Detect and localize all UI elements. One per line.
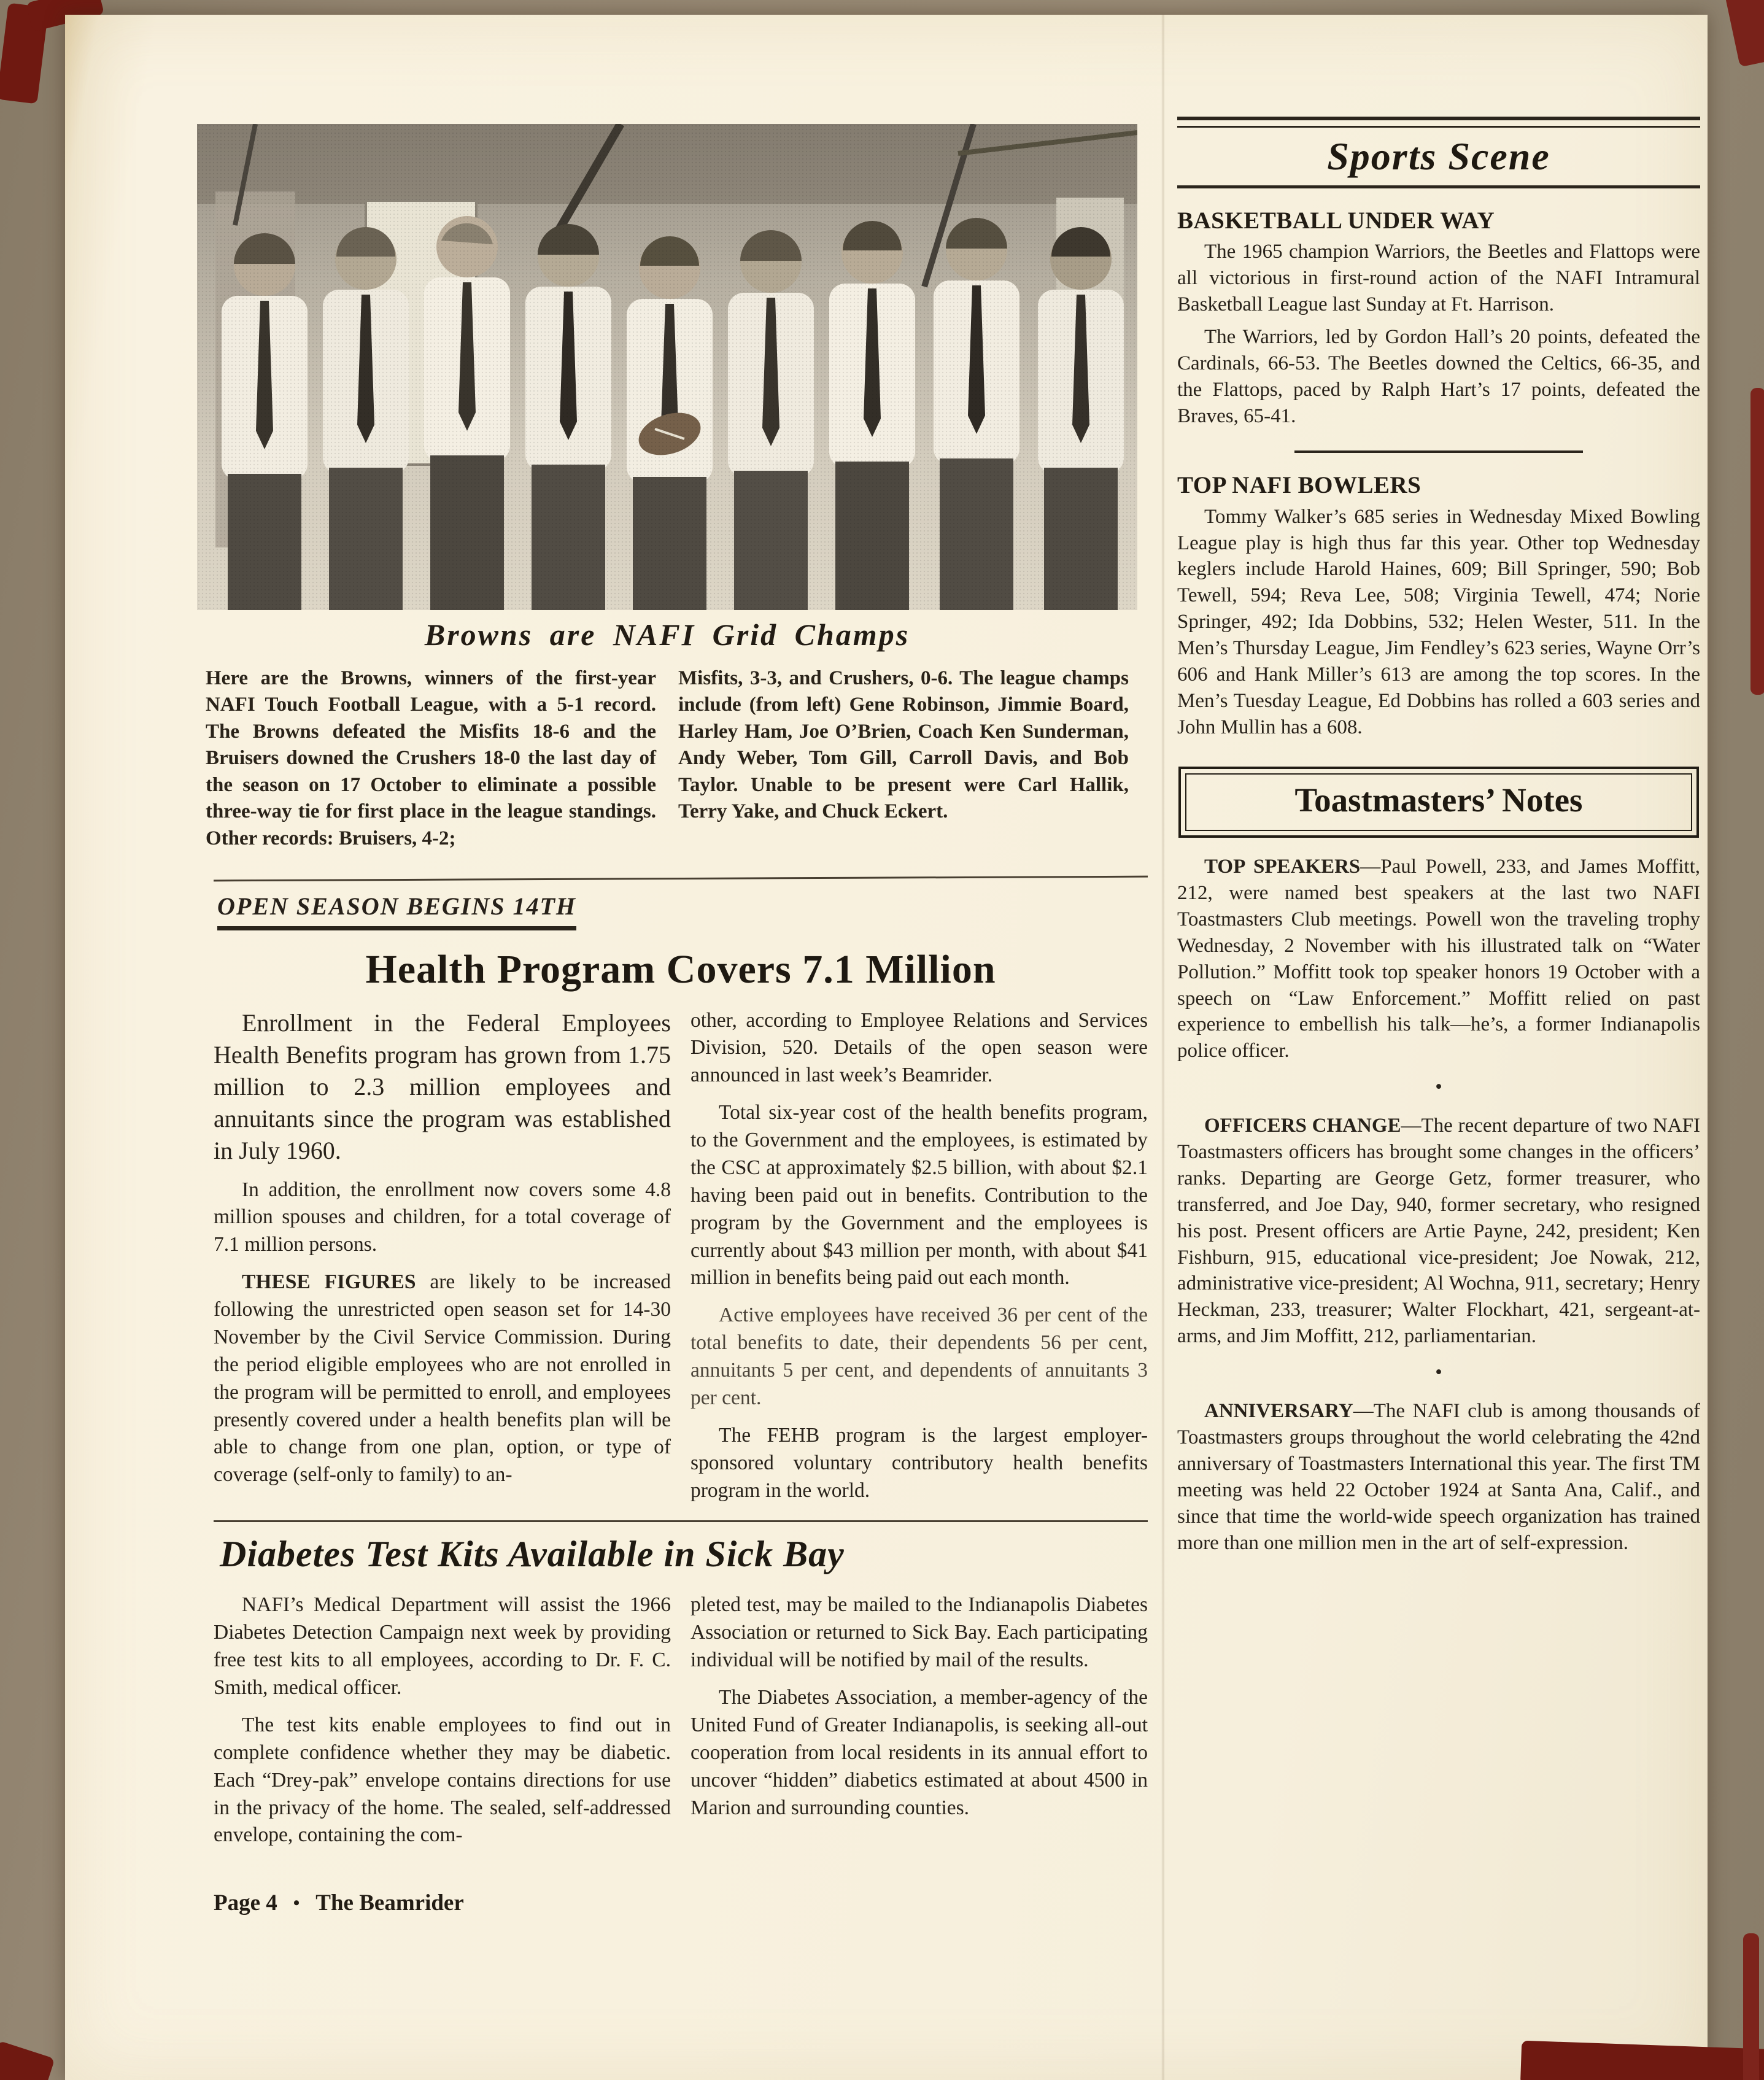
paragraph: Total six-year cost of the health benefits program, to the Government and the employees, is estimated by the CSC at approximately $2.5 billion, with about $2.1 having been paid out in benefits. Contribution to the program by the Government and the employees is currently about $43 million per month, with about $41 million in benefits being paid out each month. xyxy=(691,1101,1148,1289)
paragraph-lead-in: OFFICERS CHANGE xyxy=(1204,1115,1401,1137)
section-bullet-icon: • xyxy=(1435,1076,1442,1099)
paragraph: The 1965 champion Warriors, the Beetles and Flattops were all victorious in first-round action of the NAFI Intramural Basketball League last Sunday at Ft. Harrison. xyxy=(1177,241,1700,316)
section-bullet-icon: • xyxy=(1435,1361,1442,1384)
photo-caption xyxy=(197,665,1137,852)
paragraph: The Diabetes Association, a member-agency of the United Fund of Greater Indianapolis, is seeking all-out cooperation from local residents in its annual effort to uncover “hidden” diabetics estimated at about 4500 in Marion and surrounding counties. xyxy=(691,1686,1148,1819)
footer-bullet-icon: • xyxy=(293,1892,300,1913)
double-rule xyxy=(1177,117,1700,128)
paragraph: Enrollment in the Federal Employees Health Benefits program has grown from 1.75 million to 2.3 million employees and annuitants since the program was established in July 1960. xyxy=(214,1008,671,1164)
health-article-columns xyxy=(214,1007,1148,1515)
paragraph-text: —The NAFI club is among thousands of Toastmasters groups throughout the world celebrating the 42nd anniversary of Toastmasters International this year. The first TM meeting was held 22 October 1924 at Santa Ana, Calif., and since that time the world-wide speech organization has trained more than one million men in the art of self-expression. xyxy=(1177,1400,1700,1554)
maroon-edge-mark xyxy=(0,2041,55,2080)
maroon-edge-mark xyxy=(1520,2041,1764,2080)
paragraph: Active employees have received 36 per cent of the total benefits to date, their dependents 56 per cent, annuitants 5 per cent, and dependents of annuitants 3 per cent. xyxy=(691,1304,1148,1409)
photo-story xyxy=(197,124,1137,852)
paragraph xyxy=(1177,1398,1700,1556)
page-footer xyxy=(214,1890,1148,1916)
paragraph-lead-in: THESE FIGURES xyxy=(242,1270,416,1294)
paragraph-text: —Paul Powell, 233, and James Moffitt, 212, were named best speakers at the last two NAFI Toastmasters Club meetings. Powell won the traveling trophy Wednesday, 2 November with his illustrated talk on “Water Pollution.” Moffitt took top speaker honors 19 October with a speech on “Law Enforcement.” Moffitt relied on past experience to embellish his talk—he’s, a former Indianapolis police officer. xyxy=(1177,856,1700,1062)
photo-caption-title: Browns are NAFI Grid Champs xyxy=(424,617,910,652)
divider-rule xyxy=(1294,450,1583,453)
team-photo xyxy=(197,124,1137,610)
basketball-heading: BASKETBALL UNDER WAY xyxy=(1177,207,1495,234)
paragraph xyxy=(214,1269,671,1489)
paragraph: NAFI’s Medical Department will assist the 1966 Diabetes Detection Campaign next week by providing free test kits to all employees, according to Dr. F. C. Smith, medical officer. xyxy=(214,1593,671,1699)
paragraph: In addition, the enrollment now covers some 4.8 million spouses and children, for a total coverage of 7.1 million persons. xyxy=(214,1178,671,1256)
divider-rule xyxy=(214,876,1148,882)
paragraph-text: —The recent departure of two NAFI Toastmasters officers has brought some changes in the officers’ ranks. Departing are George Getz, former treasurer, who transferred, and Joe Day, 940, former secretary, who resigned his post. Present officers are Artie Payne, 242, president; Ken Fishburn, 915, educational vice-president; Joe Nowak, 212, administrative vice-president; Al Wochna, 911, secretary; Henry Heckman, 233, treasurer; Walter Flockhart, 421, sergeant-at-arms, and Jim Moffitt, 212, parliamentarian. xyxy=(1177,1115,1700,1348)
bowlers-heading: TOP NAFI BOWLERS xyxy=(1177,471,1422,498)
paragraph: The FEHB program is the largest employer-sponsored voluntary contributory health benefits program in the world. xyxy=(691,1423,1148,1502)
toastmasters-title: Toastmasters’ Notes xyxy=(1294,781,1583,819)
page-number: Page 4 xyxy=(214,1890,277,1916)
paragraph: pleted test, may be mailed to the Indianapolis Diabetes Association or returned to Sick Bay. Each participating individual will be notified by mail of the results. xyxy=(691,1593,1148,1672)
paragraph: The test kits enable employees to find out in complete confidence whether they may be diabetic. Each “Drey-pak” envelope contains directions for use in the privacy of the home. The sealed, self-addressed envelope, containing the com- xyxy=(214,1713,671,1847)
main-articles xyxy=(214,878,1148,1916)
maroon-edge-mark xyxy=(1750,388,1764,695)
paragraph-text: are likely to be increased following the unrestricted open season set for 14-30 November by the Civil Service Commission. During the period eligible employees who are not enrolled in the program will be permitted to enroll, and employees presently covered under a health benefits plan will be able to change from one plan, option, or type of coverage (self-only to family) to an- xyxy=(214,1270,671,1487)
newsletter-page xyxy=(65,15,1708,2080)
page-crease xyxy=(1161,15,1165,2080)
paragraph-lead-in: TOP SPEAKERS xyxy=(1204,856,1361,878)
maroon-edge-mark xyxy=(1743,1933,1759,2080)
health-article-headline: Health Program Covers 7.1 Million xyxy=(365,947,996,992)
paragraph xyxy=(1177,854,1700,1064)
photo-caption-right: Misfits, 3-3, and Crushers, 0-6. The league champs include (from left) Gene Robinson, Jimmie Board, Harley Ham, Joe O’Brien, Coach Ken Sunderman, Andy Weber, Tom Gill, Carroll Davis, and Bob Taylor. Unable to be present were Carl Hallik, Terry Yake, and Chuck Eckert. xyxy=(678,667,1129,823)
divider-rule xyxy=(1177,185,1700,188)
photo-caption-left: Here are the Browns, winners of the first-year NAFI Touch Football League, with a 5-1 record. The Browns defeated the Misfits 18-6 and the Bruisers downed the Crushers 18-0 the last day of the season on 17 October to eliminate a possible three-way tie for first place in the league standings. Other records: Bruisers, 4-2; xyxy=(206,667,656,849)
paragraph xyxy=(1177,1113,1700,1350)
diabetes-column-right xyxy=(691,1591,1148,1859)
toastmasters-box xyxy=(1178,767,1699,838)
paragraph-lead-in: ANNIVERSARY xyxy=(1204,1400,1353,1423)
diabetes-article-columns xyxy=(214,1591,1148,1859)
toastmasters-box-inner xyxy=(1185,773,1692,832)
sports-scene-title: Sports Scene xyxy=(1327,134,1550,178)
diabetes-column-left xyxy=(214,1591,671,1859)
health-column-right xyxy=(691,1007,1148,1515)
publication-name: The Beamrider xyxy=(315,1890,464,1916)
diabetes-article-headline: Diabetes Test Kits Available in Sick Bay xyxy=(220,1534,845,1575)
paragraph: Tommy Walker’s 685 series in Wednesday Mixed Bowling League play is high thus far this year. Other top Wednesday keglers include Harold Haines, 609; Bill Springer, 590; Bob Tewell, 594; Reva Lee, 508; Virginia Tewell, 474; Norie Springer, 492; Ida Dobbins, 532; Helen Wester, 511. In the Men’s Thursday League, Jim Fendley’s 623 series, Wayne Orr’s 606 and Hank Miller’s 613 are among the top scores. In the Men’s Tuesday League, Ed Dobbins has rolled a 603 series and John Mullin has a 608. xyxy=(1177,505,1700,738)
maroon-edge-mark xyxy=(1725,0,1764,67)
health-column-left xyxy=(214,1007,671,1515)
paragraph: The Warriors, led by Gordon Hall’s 20 points, defeated the Cardinals, 66-53. The Beetles downed the Celtics, 66-35, and the Flattops, paced by Ralph Hart’s 17 points, defeated the Braves, 65-41. xyxy=(1177,326,1700,427)
paragraph: other, according to Employee Relations and Services Division, 520. Details of the open season were announced in last week’s Beamrider. xyxy=(691,1008,1148,1087)
article-kicker: OPEN SEASON BEGINS 14TH xyxy=(217,894,576,930)
divider-rule xyxy=(214,1520,1148,1522)
sports-sidebar xyxy=(1177,117,1700,1562)
